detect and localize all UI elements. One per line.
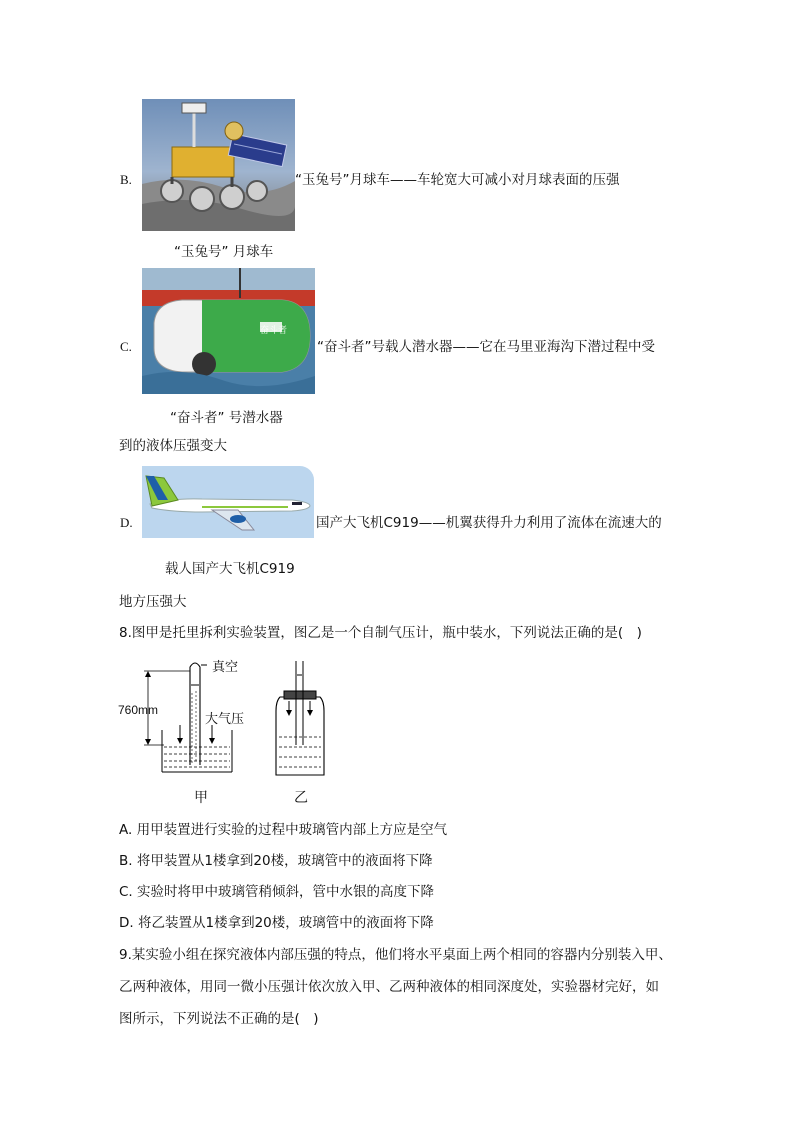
label-atmospheric-pressure: 大气压	[205, 712, 245, 727]
option-c-text: “奋斗者”号载人潜水器——它在马里亚海沟下潜过程中受	[317, 339, 655, 355]
q9-line-2: 乙两种液体，用同一微小压强计依次放入甲、乙两种液体的相同深度处，实验器材完好，如	[119, 979, 659, 995]
option-b-letter: B.	[120, 172, 132, 187]
q8-figure	[110, 655, 350, 810]
label-yi: 乙	[294, 790, 308, 806]
q9-line-3: 图所示，下列说法不正确的是( )	[119, 1011, 319, 1027]
hull-label: 奋斗者	[260, 326, 288, 336]
option-d-letter: D.	[120, 515, 133, 530]
label-760mm: 760mm	[118, 703, 159, 717]
option-b-text: “玉兔号”月球车——车轮宽大可减小对月球表面的压强	[295, 172, 620, 188]
yutu-rover-image	[142, 99, 295, 231]
c919-aircraft-image	[142, 466, 314, 538]
q9-line-1: 9.某实验小组在探究液体内部压强的特点，他们将水平桌面上两个相同的容器内分别装入甲、	[119, 947, 672, 963]
option-d-text: 国产大飞机C919——机翼获得升力利用了流体在流速大的	[316, 515, 662, 531]
q8-stem: 8.图甲是托里拆利实验装置，图乙是一个自制气压计，瓶中装水，下列说法正确的是( )	[119, 625, 642, 641]
q8-option-b: B. 将甲装置从1楼拿到20楼，玻璃管中的液面将下降	[119, 853, 433, 869]
option-c-letter: C.	[120, 339, 132, 354]
q8-option-a: A. 用甲装置进行实验的过程中玻璃管内部上方应是空气	[119, 822, 448, 838]
option-b-caption: “玉兔号” 月球车	[174, 244, 274, 260]
fendouzhe-submersible-image	[142, 268, 315, 394]
label-jia: 甲	[194, 790, 208, 806]
label-vacuum: 真空	[212, 660, 239, 675]
option-d-continuation: 地方压强大	[119, 594, 187, 610]
option-c-caption: “奋斗者” 号潜水器	[170, 410, 283, 426]
option-c-continuation: 到的液体压强变大	[119, 438, 227, 454]
q8-option-d: D. 将乙装置从1楼拿到20楼，玻璃管中的液面将下降	[119, 915, 434, 931]
q8-option-c: C. 实验时将甲中玻璃管稍倾斜，管中水银的高度下降	[119, 884, 435, 900]
option-d-caption: 载人国产大飞机C919	[165, 561, 295, 577]
